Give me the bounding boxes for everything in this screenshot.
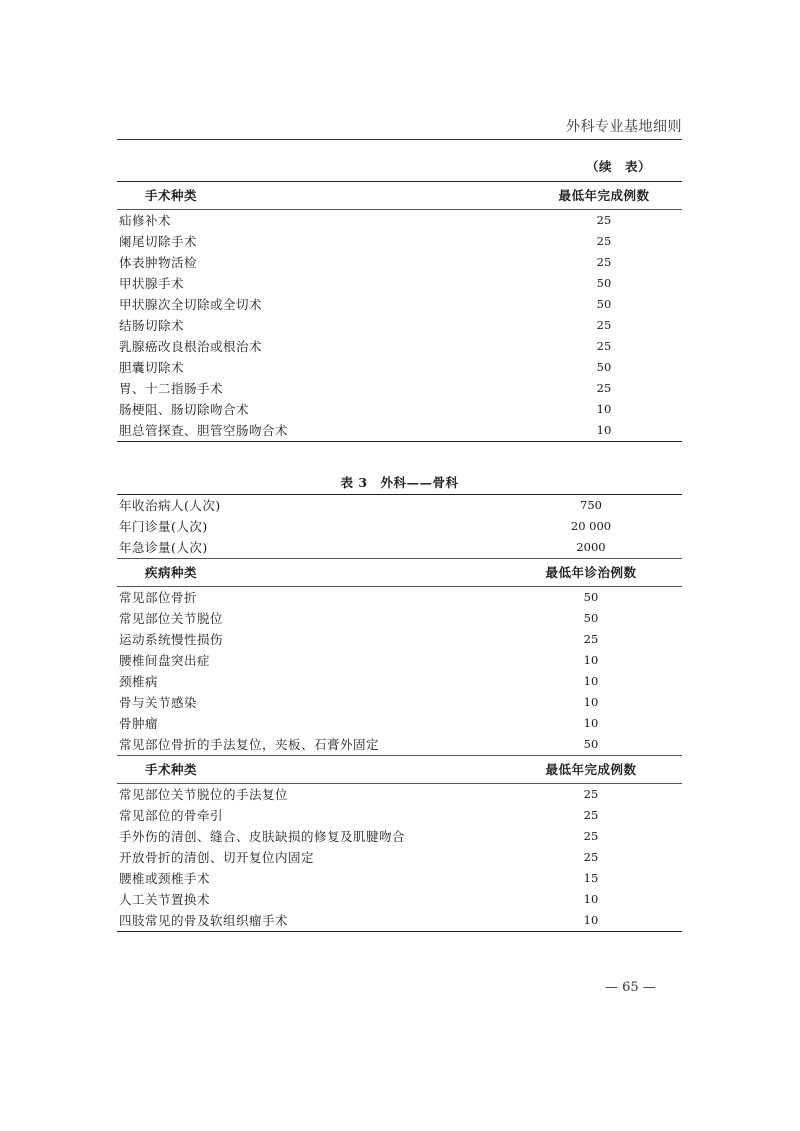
page-number: — 65 — (605, 980, 656, 995)
cell-procedure: 体表肿物活检 (119, 255, 198, 270)
cell-procedure: 肠梗阻、肠切除吻合术 (119, 402, 250, 417)
table-row (117, 336, 682, 357)
cell-metric: 年门诊量(人次) (119, 519, 208, 534)
table3-title: 表 3 外科——骨科 (340, 475, 459, 490)
header-rule (117, 139, 682, 140)
column-header-min-treated: 最低年诊治例数 (520, 559, 682, 587)
table-row (117, 889, 682, 910)
cell-count: 25 (583, 850, 599, 864)
cell-count: 10 (583, 653, 599, 667)
cell-disease: 常见部位骨折 (119, 590, 198, 605)
cell-count: 25 (596, 255, 612, 269)
surgery-header-row (117, 756, 682, 784)
cell-disease: 运动系统慢性损伤 (119, 632, 224, 647)
table-continued-label: （续 表） (586, 159, 652, 174)
cell-metric: 年收治病人(人次) (117, 495, 520, 517)
column-header-disease-type: 疾病种类 (117, 559, 520, 587)
table-row (117, 826, 682, 847)
summary-row (117, 537, 682, 559)
column-header-min-cases: 最低年完成例数 (546, 182, 682, 210)
cell-procedure: 开放骨折的清创、切开复位内固定 (119, 850, 315, 865)
table-row (117, 420, 682, 442)
cell-procedure: 甲状腺手术 (119, 276, 185, 291)
cell-procedure: 常见部位的骨牵引 (119, 808, 224, 823)
cell-count: 25 (596, 318, 612, 332)
cell-count: 10 (583, 716, 599, 730)
cell-count: 25 (596, 234, 612, 248)
cell-procedure: 人工关节置换术 (119, 892, 211, 907)
cell-procedure: 常见部位关节脱位的手法复位 (119, 787, 289, 802)
table-row (117, 910, 682, 932)
column-header-min-cases: 最低年完成例数 (520, 756, 682, 784)
table-row (117, 805, 682, 826)
summary-row (117, 516, 682, 537)
cell-count: 15 (583, 871, 599, 885)
table-row (117, 210, 682, 232)
cell-count: 50 (583, 737, 599, 751)
cell-count: 10 (583, 892, 599, 906)
table-row (117, 231, 682, 252)
cell-procedure: 乳腺癌改良根治或根治术 (119, 339, 263, 354)
table-row (117, 294, 682, 315)
table-row (117, 847, 682, 868)
cell-procedure: 甲状腺次全切除或全切术 (119, 297, 263, 312)
table-row (117, 671, 682, 692)
cell-disease: 常见部位骨折的手法复位，夹板、石膏外固定 (119, 737, 380, 752)
cell-count: 50 (596, 276, 612, 290)
column-header-surgery-type: 手术种类 (117, 756, 520, 784)
table-row (117, 713, 682, 734)
table-row (117, 692, 682, 713)
cell-count: 10 (583, 674, 599, 688)
cell-count: 25 (583, 829, 599, 843)
table-row (117, 868, 682, 889)
table-row (117, 315, 682, 336)
cell-count: 25 (596, 339, 612, 353)
cell-value: 2000 (576, 540, 606, 554)
cell-procedure: 胆总管探查、胆管空肠吻合术 (117, 420, 546, 442)
cell-count: 10 (520, 910, 682, 932)
cell-count: 25 (596, 381, 612, 395)
cell-procedure: 阑尾切除手术 (119, 234, 198, 249)
cell-count: 50 (583, 611, 599, 625)
cell-procedure: 四肢常见的骨及软组织瘤手术 (117, 910, 520, 932)
table-row (117, 273, 682, 294)
table-row (117, 587, 682, 609)
cell-disease: 骨肿瘤 (119, 716, 159, 731)
table-row (117, 608, 682, 629)
summary-row (117, 495, 682, 517)
cell-count: 50 (596, 360, 612, 374)
cell-procedure: 胃、十二指肠手术 (119, 381, 224, 396)
cell-procedure: 手外伤的清创、缝合、皮肤缺损的修复及肌腱吻合 (119, 829, 406, 844)
cell-procedure: 结肠切除术 (119, 318, 185, 333)
cell-metric: 年急诊量(人次) (119, 540, 208, 555)
cell-procedure: 疝修补术 (119, 213, 172, 228)
table-row (117, 399, 682, 420)
orthopedics-table (117, 494, 682, 932)
cell-disease: 常见部位关节脱位 (119, 611, 224, 626)
cell-count: 10 (596, 402, 612, 416)
cell-value: 20 000 (570, 519, 612, 533)
disease-header-row (117, 559, 682, 587)
table-row (117, 252, 682, 273)
cell-procedure: 胆囊切除术 (119, 360, 185, 375)
table-row (117, 629, 682, 650)
table-row (117, 650, 682, 671)
cell-count: 50 (583, 590, 599, 604)
table-header-row (117, 182, 682, 210)
cell-disease: 骨与关节感染 (119, 695, 198, 710)
cell-count: 10 (546, 420, 682, 442)
cell-procedure: 腰椎或颈椎手术 (119, 871, 211, 886)
cell-count: 25 (583, 808, 599, 822)
surgery-table-continued (117, 181, 682, 442)
cell-disease: 颈椎病 (119, 674, 159, 689)
table-row (117, 734, 682, 756)
cell-count: 10 (583, 695, 599, 709)
cell-count: 25 (583, 787, 599, 801)
cell-count: 50 (596, 297, 612, 311)
cell-count: 25 (583, 632, 599, 646)
table-row (117, 357, 682, 378)
cell-value: 750 (520, 495, 682, 517)
cell-count: 25 (596, 213, 612, 227)
running-head-title: 外科专业基地细则 (566, 119, 682, 135)
table-row (117, 378, 682, 399)
cell-disease: 腰椎间盘突出症 (119, 653, 211, 668)
column-header-surgery-type: 手术种类 (117, 182, 546, 210)
table-row (117, 784, 682, 806)
